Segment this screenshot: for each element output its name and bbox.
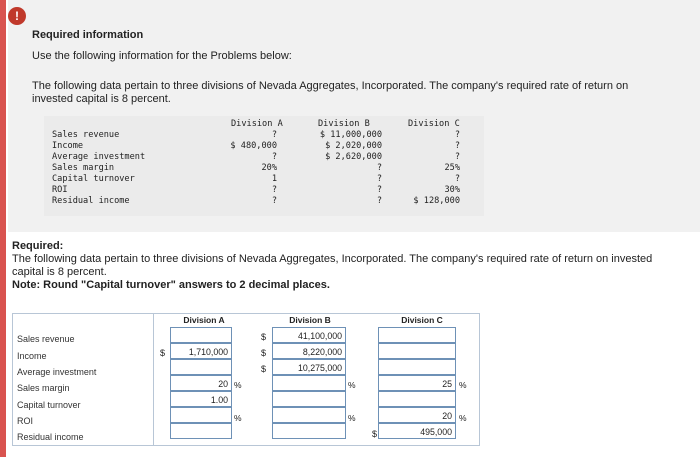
input-b-capital-turnover[interactable] — [272, 391, 346, 407]
percent-sign: % — [459, 413, 467, 423]
given-cell-c: ? — [454, 174, 460, 184]
required-text: The following data pertain to three divisions of Nevada Aggregates, Incorporated. The company's required rate of return on invested capital is 8 percent. — [12, 253, 653, 278]
value-c-residual-income: 495,000 — [420, 427, 452, 437]
info-paragraph: The following data pertain to three divisions of Nevada Aggregates, Incorporated. The company's required rate of return on invested capital is 8 percent. — [32, 80, 629, 105]
info-title: Required information — [32, 29, 144, 41]
header-division-a: Division A — [183, 315, 225, 325]
given-cell-a: ? — [271, 196, 277, 206]
input-b-average-investment[interactable] — [272, 359, 346, 375]
given-cell-b: ? — [376, 163, 382, 173]
input-c-residual-income[interactable] — [378, 423, 456, 439]
input-b-residual-income[interactable] — [272, 423, 346, 439]
given-label: Sales margin — [52, 163, 115, 173]
row-label-income: Income — [17, 351, 47, 361]
given-cell-a: ? — [271, 152, 277, 162]
given-label: Capital turnover — [52, 174, 135, 184]
given-label: Residual income — [52, 196, 130, 206]
given-cell-c: ? — [454, 130, 460, 140]
input-a-sales-revenue[interactable] — [170, 327, 232, 343]
required-note: Note: Round "Capital turnover" answers to 2 decimal places. — [12, 279, 330, 291]
row-label-capital-turnover: Capital turnover — [17, 400, 81, 410]
input-c-capital-turnover[interactable] — [378, 391, 456, 407]
input-b-sales-revenue[interactable] — [272, 327, 346, 343]
dollar-sign: $ — [261, 364, 267, 374]
row-label-sales-revenue: Sales revenue — [17, 334, 75, 344]
input-c-sales-margin[interactable] — [378, 375, 456, 391]
alert-icon: ! — [8, 7, 26, 25]
given-cell-b: $ 2,620,000 — [325, 152, 382, 162]
grid-line — [479, 313, 480, 446]
required-heading: Required: — [12, 240, 64, 252]
header-division-c: Division C — [401, 315, 443, 325]
row-label-roi: ROI — [17, 416, 34, 426]
answer-table — [12, 313, 480, 446]
given-cell-b: ? — [376, 174, 382, 184]
dollar-sign: $ — [261, 332, 267, 342]
row-label-average-investment: Average investment — [17, 367, 97, 377]
given-data-table — [44, 116, 484, 216]
given-cell-b: ? — [376, 185, 382, 195]
input-a-capital-turnover[interactable] — [170, 391, 232, 407]
value-c-roi: 20 — [442, 411, 452, 421]
given-cell-c: ? — [454, 141, 460, 151]
input-a-average-investment[interactable] — [170, 359, 232, 375]
given-label: Average investment — [52, 152, 146, 162]
given-cell-c: $ 128,000 — [413, 196, 460, 206]
given-cell-a: ? — [271, 130, 277, 140]
percent-sign: % — [348, 380, 356, 390]
row-label-residual-income: Residual income — [17, 432, 84, 442]
grid-line — [154, 445, 480, 446]
given-cell-a: 1 — [271, 174, 277, 184]
value-a-income: 1,710,000 — [188, 347, 228, 357]
percent-sign: % — [234, 413, 242, 423]
input-b-roi[interactable] — [272, 407, 346, 423]
row-labels — [12, 313, 154, 446]
given-cell-b: $ 2,020,000 — [325, 141, 382, 151]
given-cell-b: $ 11,000,000 — [319, 130, 382, 140]
input-a-residual-income[interactable] — [170, 423, 232, 439]
input-c-average-investment[interactable] — [378, 359, 456, 375]
given-cell-c: 30% — [444, 185, 460, 195]
input-c-roi[interactable] — [378, 407, 456, 423]
dollar-sign: $ — [261, 348, 267, 358]
dollar-sign: $ — [372, 429, 378, 439]
given-label: ROI — [52, 185, 68, 195]
header-division-b: Division B — [289, 315, 331, 325]
value-b-sales-revenue: 41,100,000 — [297, 331, 342, 341]
given-cell-a: 20% — [261, 163, 277, 173]
percent-sign: % — [348, 413, 356, 423]
given-cell-a: $ 480,000 — [230, 141, 277, 151]
input-b-sales-margin[interactable] — [272, 375, 346, 391]
input-a-roi[interactable] — [170, 407, 232, 423]
row-label-sales-margin: Sales margin — [17, 383, 70, 393]
given-label: Income — [52, 141, 84, 151]
grid-line — [154, 313, 480, 314]
value-c-sales-margin: 25 — [442, 379, 452, 389]
given-cell-a: ? — [271, 185, 277, 195]
given-cell-c: 25% — [444, 163, 460, 173]
given-label: Sales revenue — [52, 130, 120, 140]
alert-sidebar — [0, 0, 6, 457]
value-a-sales-margin: 20 — [218, 379, 228, 389]
percent-sign: % — [234, 380, 242, 390]
dollar-sign: $ — [160, 348, 166, 358]
input-c-sales-revenue[interactable] — [378, 327, 456, 343]
value-b-income: 8,220,000 — [302, 347, 342, 357]
input-a-income[interactable] — [170, 343, 232, 359]
input-a-sales-margin[interactable] — [170, 375, 232, 391]
input-b-income[interactable] — [272, 343, 346, 359]
given-header-a: Division A — [231, 119, 283, 129]
info-subtitle: Use the following information for the Problems below: — [32, 50, 292, 62]
given-header-c: Division C — [408, 119, 460, 129]
value-a-capital-turnover: 1.00 — [210, 395, 228, 405]
given-cell-b: ? — [376, 196, 382, 206]
given-header-b: Division B — [318, 119, 370, 129]
value-b-average-investment: 10,275,000 — [297, 363, 342, 373]
given-cell-c: ? — [454, 152, 460, 162]
percent-sign: % — [459, 380, 467, 390]
input-c-income[interactable] — [378, 343, 456, 359]
